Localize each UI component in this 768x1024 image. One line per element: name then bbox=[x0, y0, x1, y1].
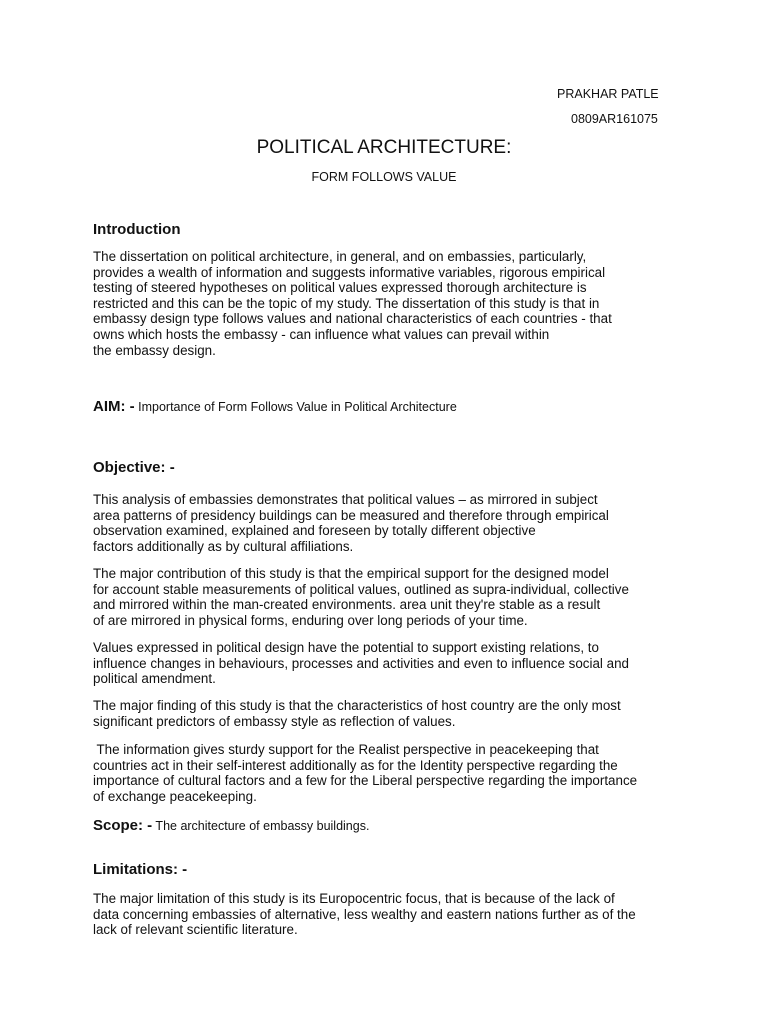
document-subtitle: FORM FOLLOWS VALUE bbox=[311, 170, 457, 184]
introduction-line: owns which hosts the embassy - can influence what values can prevail within bbox=[93, 326, 550, 342]
scope-text: The architecture of embassy buildings. bbox=[152, 819, 370, 833]
objective-line: This analysis of embassies demonstrates that political values – as mirrored in subject bbox=[93, 492, 598, 507]
limitations-line: The major limitation of this study is its Europocentric focus, that is because of the lack of bbox=[93, 891, 615, 906]
introduction-line: the embassy design. bbox=[93, 342, 216, 358]
objective-line: importance of cultural factors and a few for the Liberal perspective regarding the importance bbox=[93, 773, 638, 789]
objective-line: of exchange peacekeeping. bbox=[93, 788, 257, 804]
objective-line: observation examined, explained and foreseen by totally different objective bbox=[93, 523, 536, 539]
objective-line: area patterns of presidency buildings can be measured and therefore through empirical bbox=[93, 507, 609, 523]
objective-heading: Objective: - bbox=[93, 459, 175, 476]
aim-text: Importance of Form Follows Value in Political Architecture bbox=[134, 400, 457, 414]
aim-label: AIM: - bbox=[93, 398, 135, 415]
introduction-line: The dissertation on political architecture, in general, and on embassies, particularly, bbox=[93, 249, 587, 264]
registration-number: 0809AR161075 bbox=[571, 112, 658, 126]
limitations-paragraph bbox=[93, 891, 683, 938]
scope-section bbox=[93, 817, 369, 834]
objective-paragraph-2 bbox=[93, 566, 683, 628]
introduction-paragraph bbox=[93, 249, 683, 358]
scope-label: Scope: - bbox=[93, 817, 153, 834]
objective-line: The information gives sturdy support for the Realist perspective in peacekeeping that bbox=[93, 742, 599, 757]
objective-line: The major contribution of this study is that the empirical support for the designed model bbox=[93, 566, 609, 581]
introduction-line: restricted and this can be the topic of my study. The dissertation of this study is that in bbox=[93, 295, 600, 311]
objective-paragraph-1 bbox=[93, 492, 683, 554]
introduction-line: provides a wealth of information and suggests informative variables, rigorous empirical bbox=[93, 264, 606, 280]
objective-paragraph-5 bbox=[93, 742, 683, 804]
aim-section bbox=[93, 398, 457, 415]
objective-paragraph-4 bbox=[93, 698, 683, 729]
objective-line: countries act in their self-interest additionally as for the Identity perspective regarding the bbox=[93, 757, 618, 773]
objective-line: The major finding of this study is that the characteristics of host country are the only most bbox=[93, 698, 621, 713]
limitations-line: lack of relevant scientific literature. bbox=[93, 922, 298, 938]
objective-line: factors additionally as by cultural affiliations. bbox=[93, 538, 354, 554]
limitations-line: data concerning embassies of alternative, less wealthy and eastern nations further as of the bbox=[93, 906, 636, 922]
objective-line: of are mirrored in physical forms, enduring over long periods of your time. bbox=[93, 612, 528, 628]
introduction-heading: Introduction bbox=[93, 221, 181, 238]
objective-line: political amendment. bbox=[93, 671, 216, 687]
objective-line: significant predictors of embassy style as reflection of values. bbox=[93, 713, 456, 729]
objective-line: and mirrored within the man-created environments. area unit they're stable as a result bbox=[93, 597, 601, 613]
introduction-line: embassy design type follows values and national characteristics of each countries - that bbox=[93, 311, 612, 327]
introduction-line: testing of steered hypotheses on political values expressed thorough architecture is bbox=[93, 280, 587, 296]
limitations-heading: Limitations: - bbox=[93, 861, 188, 878]
objective-line: for account stable measurements of political values, outlined as supra-individual, collective bbox=[93, 581, 629, 597]
document-title: POLITICAL ARCHITECTURE: bbox=[256, 137, 512, 158]
objective-line: influence changes in behaviours, processes and activities and even to influence social and bbox=[93, 655, 629, 671]
objective-paragraph-3 bbox=[93, 640, 683, 687]
objective-line: Values expressed in political design have the potential to support existing relations, to bbox=[93, 640, 599, 655]
author-name: PRAKHAR PATLE bbox=[557, 87, 659, 101]
